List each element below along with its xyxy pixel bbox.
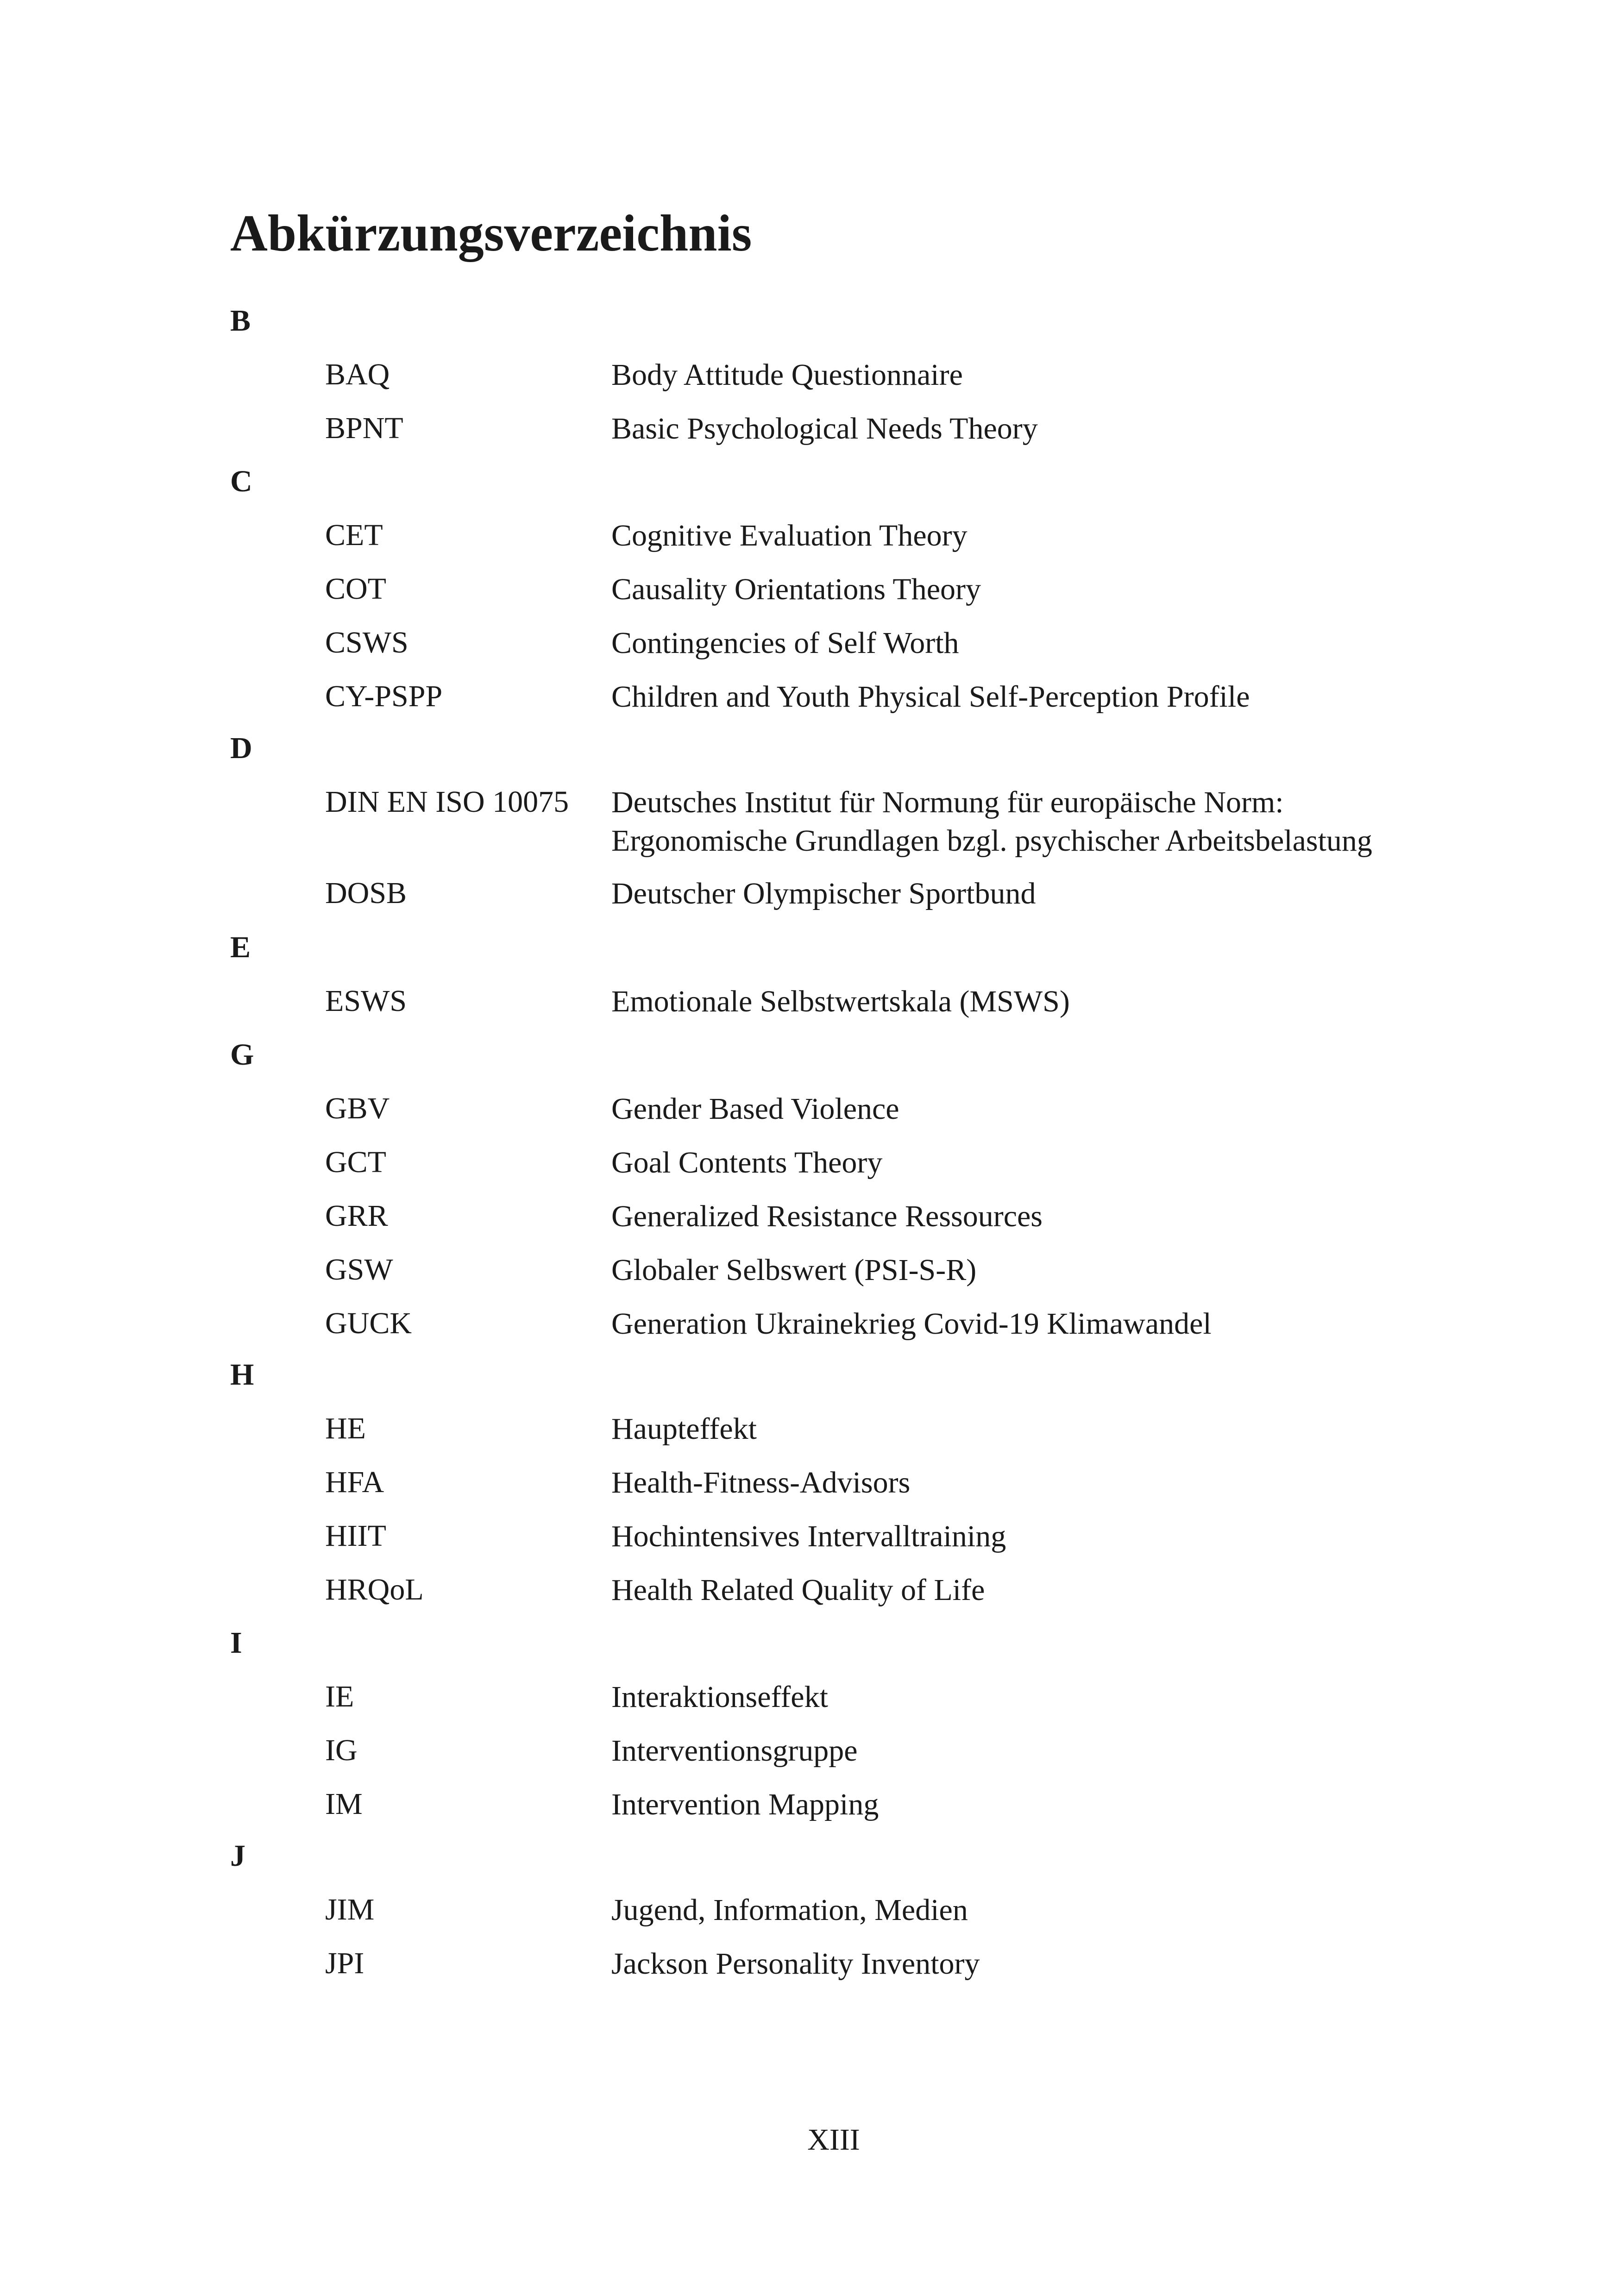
abbreviation: JIM xyxy=(325,1893,375,1926)
abbreviation: GRR xyxy=(325,1199,388,1233)
definition-line: Intervention Mapping xyxy=(611,1788,879,1821)
section-letter: E xyxy=(230,930,251,964)
abbreviation-definition xyxy=(611,1197,1043,1236)
section-letter: J xyxy=(230,1839,245,1873)
definition-line: Health Related Quality of Life xyxy=(611,1573,985,1607)
abbreviation-definition xyxy=(611,409,1038,448)
definition-line: Contingencies of Self Worth xyxy=(611,626,959,660)
abbreviation: DIN EN ISO 10075 xyxy=(325,785,569,819)
definition-line: Hochintensives Intervalltraining xyxy=(611,1519,1006,1553)
definition-line: Cognitive Evaluation Theory xyxy=(611,519,968,552)
definition-line: Haupteffekt xyxy=(611,1412,757,1446)
abbreviation-definition xyxy=(611,1305,1212,1343)
page-number: XIII xyxy=(807,2123,860,2157)
section-letter: G xyxy=(230,1038,254,1072)
abbreviation: COT xyxy=(325,572,386,606)
definition-line: Basic Psychological Needs Theory xyxy=(611,412,1038,445)
section-letter: B xyxy=(230,304,251,338)
abbreviation: JPI xyxy=(325,1946,364,1980)
abbreviation: DOSB xyxy=(325,876,407,910)
definition-line: Deutscher Olympischer Sportbund xyxy=(611,877,1036,910)
abbreviation: GUCK xyxy=(325,1306,412,1340)
abbreviation: IE xyxy=(325,1680,354,1713)
abbreviation: GSW xyxy=(325,1253,393,1286)
abbreviation: HE xyxy=(325,1411,366,1445)
section-letter: I xyxy=(230,1626,242,1660)
abbreviation-definition xyxy=(611,1731,858,1770)
abbreviation-definition xyxy=(611,356,963,394)
abbreviation-definition xyxy=(611,624,959,662)
definition-line: Generalized Resistance Ressources xyxy=(611,1199,1043,1233)
abbreviation-definition xyxy=(611,982,1070,1021)
definition-line: Generation Ukrainekrieg Covid-19 Klimawandel xyxy=(611,1307,1212,1341)
definition-line: Goal Contents Theory xyxy=(611,1146,883,1179)
section-letter: D xyxy=(230,731,252,765)
abbreviation: IG xyxy=(325,1733,358,1767)
definition-line: Emotionale Selbstwertskala (MSWS) xyxy=(611,985,1070,1018)
abbreviation-definition xyxy=(611,1517,1006,1556)
abbreviation: GBV xyxy=(325,1092,390,1125)
definition-line: Gender Based Violence xyxy=(611,1092,899,1126)
abbreviation-definition xyxy=(611,1678,828,1716)
definition-line: Interventionsgruppe xyxy=(611,1734,858,1768)
definition-line: Ergonomische Grundlagen bzgl. psychischer Arbeitsbelastung xyxy=(611,824,1372,858)
definition-line: Jackson Personality Inventory xyxy=(611,1947,980,1981)
abbreviation: HIIT xyxy=(325,1519,386,1553)
abbreviation: IM xyxy=(325,1787,363,1821)
abbreviation: BPNT xyxy=(325,411,403,445)
definition-line: Health-Fitness-Advisors xyxy=(611,1466,911,1499)
abbreviation-definition xyxy=(611,678,1250,716)
abbreviation-definition xyxy=(611,1143,882,1182)
abbreviation-definition xyxy=(611,1571,985,1609)
abbreviation-definition xyxy=(611,1251,976,1289)
abbreviation-definition xyxy=(611,516,968,555)
abbreviation-definition xyxy=(611,1945,980,1983)
abbreviation: GCT xyxy=(325,1145,386,1179)
abbreviation-definition xyxy=(611,1090,899,1128)
abbreviation: BAQ xyxy=(325,358,390,391)
section-letter: C xyxy=(230,464,252,498)
definition-line: Children and Youth Physical Self-Perception Profile xyxy=(611,680,1250,714)
definition-line: Causality Orientations Theory xyxy=(611,572,981,606)
abbreviation: HFA xyxy=(325,1465,384,1499)
abbreviation: CY-PSPP xyxy=(325,679,443,713)
abbreviation-definition xyxy=(611,1891,968,1929)
section-letter: H xyxy=(230,1358,254,1392)
abbreviation: HRQoL xyxy=(325,1573,424,1606)
abbreviation: CSWS xyxy=(325,626,408,659)
abbreviation: CET xyxy=(325,518,383,552)
definition-line: Globaler Selbswert (PSI-S-R) xyxy=(611,1253,977,1287)
abbreviation: ESWS xyxy=(325,984,407,1018)
abbreviation-definition xyxy=(611,783,1372,860)
abbreviation-definition xyxy=(611,874,1036,913)
definition-line: Interaktionseffekt xyxy=(611,1680,828,1714)
page-title: Abkürzungsverzeichnis xyxy=(230,205,752,262)
definition-line: Jugend, Information, Medien xyxy=(611,1893,968,1927)
abbreviation-definition xyxy=(611,1410,757,1448)
definition-line: Body Attitude Questionnaire xyxy=(611,358,963,392)
abbreviation-definition xyxy=(611,570,981,609)
definition-line: Deutsches Institut für Normung für europäische Norm: xyxy=(611,785,1284,819)
abbreviation-definition xyxy=(611,1463,910,1502)
abbreviation-definition xyxy=(611,1785,879,1824)
